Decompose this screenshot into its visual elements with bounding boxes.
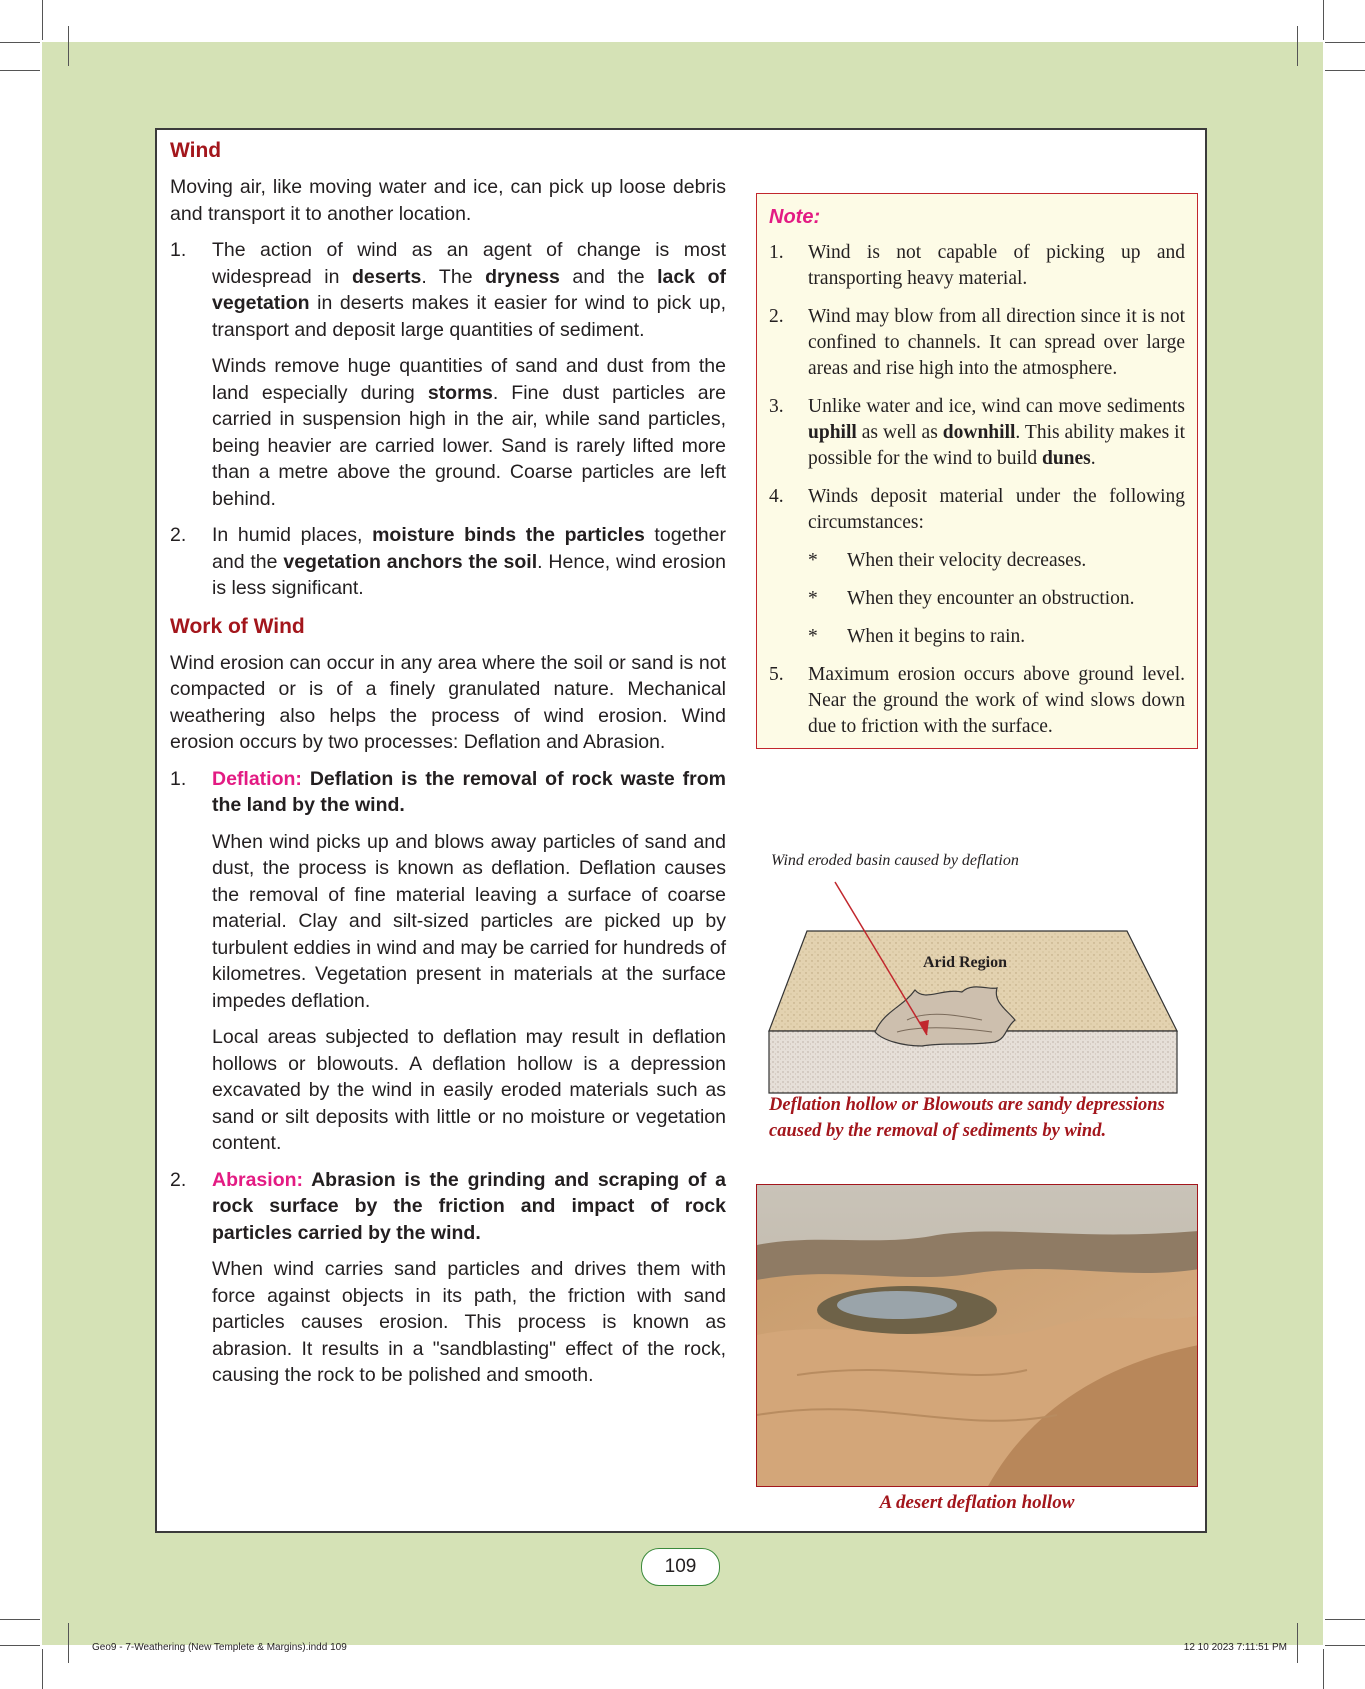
wind-heading: Wind (170, 139, 222, 162)
photo-illustration (757, 1185, 1198, 1487)
note-text: Winds deposit material under the following circumstances: (808, 486, 1185, 533)
crop-mark (1323, 0, 1324, 40)
definition-text: Abrasion is the grinding and scraping of a rock surface by the friction and impact of rock particles carried by the wind. (212, 1168, 726, 1244)
desert-hollow-photo (756, 1184, 1198, 1487)
content-card (155, 128, 1207, 1533)
note-box (756, 193, 1198, 749)
date-slug: 12 10 2023 7:11:51 PM (1183, 1642, 1287, 1653)
note-item (769, 304, 1185, 382)
paragraph (212, 522, 726, 602)
text: . The (421, 265, 486, 288)
note-text: Wind may blow from all direction since it is not confined to channels. It can spread over large areas and rise high into the atmosphere. (808, 306, 1185, 379)
note-item (769, 394, 1185, 472)
list-number: 1. (769, 242, 784, 263)
bold-term: dunes (1041, 448, 1091, 469)
crop-mark (1297, 26, 1298, 66)
sub-item (808, 624, 1185, 650)
work-of-wind-heading: Work of Wind (170, 614, 305, 638)
note-text: . (1090, 448, 1096, 469)
note-item (769, 662, 1185, 740)
text: Winds remove huge quantities of sand and dust from the land especially during (212, 355, 726, 404)
bold-term: deserts (351, 265, 422, 288)
work-intro: Wind erosion can occur in any area where the soil or sand is not compacted or is of a finely granulated nature. Mechanical weathering also helps the process of wind erosion. Wind erosion occurs by two processes: Deflation and Abrasion. (170, 651, 726, 753)
crop-mark (0, 1619, 40, 1620)
crop-mark (0, 70, 40, 71)
note-text: Maximum erosion occurs above ground level. Near the ground the work of wind slows down due to friction with the surface. (808, 664, 1185, 737)
paragraph (212, 353, 726, 512)
definition (212, 1167, 726, 1247)
lake (837, 1291, 957, 1319)
crop-mark (42, 1649, 43, 1689)
diagram-caption: Deflation hollow or Blowouts are sandy depressions caused by the removal of sediments by wind. (769, 1095, 1165, 1141)
list-number: 2. (170, 524, 187, 546)
list-item (170, 237, 726, 512)
text: In humid places, (212, 524, 373, 546)
figure-pointer-label: Wind eroded basin caused by deflation (771, 852, 1019, 869)
list-item (170, 766, 726, 1157)
paragraph: Local areas subjected to deflation may result in deflation hollows or blowouts. A deflation hollow is a depression excavated by the wind in easily eroded materials such as sand or silt deposits with little or no moisture or vegetation content. (212, 1026, 726, 1154)
note-text: . This ability makes it possible for the wind to build (808, 422, 1185, 469)
crop-mark (68, 26, 69, 66)
sub-item-text: When it begins to rain. (847, 626, 1026, 647)
text: . Fine dust particles are carried in suspension high in the air, while sand particles, being heavier are carried lower. Sand is rarely lifted more than a metre above the ground. Coarse particles are left behind. (212, 381, 726, 510)
crop-mark (68, 1623, 69, 1663)
bold-term: vegetation anchors the soil (283, 550, 538, 573)
crop-mark (1325, 70, 1365, 71)
definition (212, 766, 726, 819)
note-item (769, 484, 1185, 650)
wind-intro: Moving air, like moving water and ice, can pick up loose debris and transport it to another location. (170, 176, 726, 225)
sub-item-text: When their velocity decreases. (847, 550, 1087, 571)
bold-term: moisture binds the particles (372, 524, 645, 546)
crop-mark (1325, 1619, 1365, 1620)
note-text: Wind is not capable of picking up and transporting heavy material. (808, 242, 1185, 289)
bold-term: storms (427, 381, 493, 404)
note-text: Unlike water and ice, wind can move sediments (808, 396, 1185, 417)
bold-term: dryness (485, 265, 560, 288)
bold-term: uphill (808, 422, 857, 443)
list-number: 3. (769, 396, 784, 417)
term-label: Abrasion: (212, 1168, 304, 1191)
sub-item-text: When they encounter an obstruction. (847, 588, 1135, 609)
list-item (170, 1167, 726, 1389)
crop-mark (1323, 1649, 1324, 1689)
crop-mark (1297, 1623, 1298, 1663)
photo-caption: A desert deflation hollow (879, 1492, 1075, 1513)
text: in deserts makes it easier for wind to pick up, transport and deposit large quantities of sediment. (212, 292, 726, 341)
crop-mark (0, 42, 40, 43)
note-title: Note: (769, 206, 821, 228)
text: together and the (212, 524, 726, 573)
bullet: * (808, 550, 818, 571)
note-text: as well as (856, 422, 943, 443)
list-number: 1. (170, 767, 187, 790)
crop-mark (42, 0, 43, 40)
list-number: 5. (769, 664, 784, 685)
list-item (170, 522, 726, 602)
definition-text: Deflation is the removal of rock waste from the land by the wind. (212, 767, 726, 816)
sub-item (808, 548, 1185, 574)
list-number: 2. (769, 306, 784, 327)
paragraph (212, 237, 726, 343)
paragraph: When wind picks up and blows away particles of sand and dust, the process is known as deflation. Deflation causes the removal of fine material leaving a surface of coarse material. Clay and silt-sized particles are picked up by turbulent eddies in wind and may be carried for hundreds of kilometres. Vegetation present in materials at the surface impedes deflation. (212, 830, 726, 1012)
main-text-column (170, 136, 726, 1399)
text: and the (559, 265, 658, 288)
term-label: Deflation: (212, 767, 302, 790)
text: . Hence, wind erosion is less significant. (212, 550, 726, 599)
sub-item (808, 586, 1185, 612)
bullet: * (808, 588, 818, 609)
text: The action of wind as an agent of change is most widespread in (212, 239, 726, 288)
list-number: 1. (170, 239, 187, 261)
bold-term: lack of vegetation (212, 265, 726, 314)
note-item (769, 240, 1185, 292)
list-number: 4. (769, 486, 784, 507)
crop-mark (0, 1645, 40, 1646)
bullet: * (808, 626, 818, 647)
bold-term: downhill (942, 422, 1016, 443)
crop-mark (1325, 42, 1365, 43)
paragraph: When wind carries sand particles and drives them with force against objects in its path, the friction with sand particles causes erosion. This process is known as abrasion. It results in a "sandblasting" effect of the rock, causing the rock to be polished and smooth. (212, 1258, 726, 1386)
list-number: 2. (170, 1168, 187, 1191)
deflation-basin-diagram (757, 870, 1197, 1125)
file-slug: Geo9 - 7-Weathering (New Templete & Margins).indd 109 (92, 1642, 347, 1653)
arid-region-label: Arid Region (923, 954, 1007, 971)
page-number: 109 (641, 1548, 720, 1586)
crop-mark (1325, 1645, 1365, 1646)
